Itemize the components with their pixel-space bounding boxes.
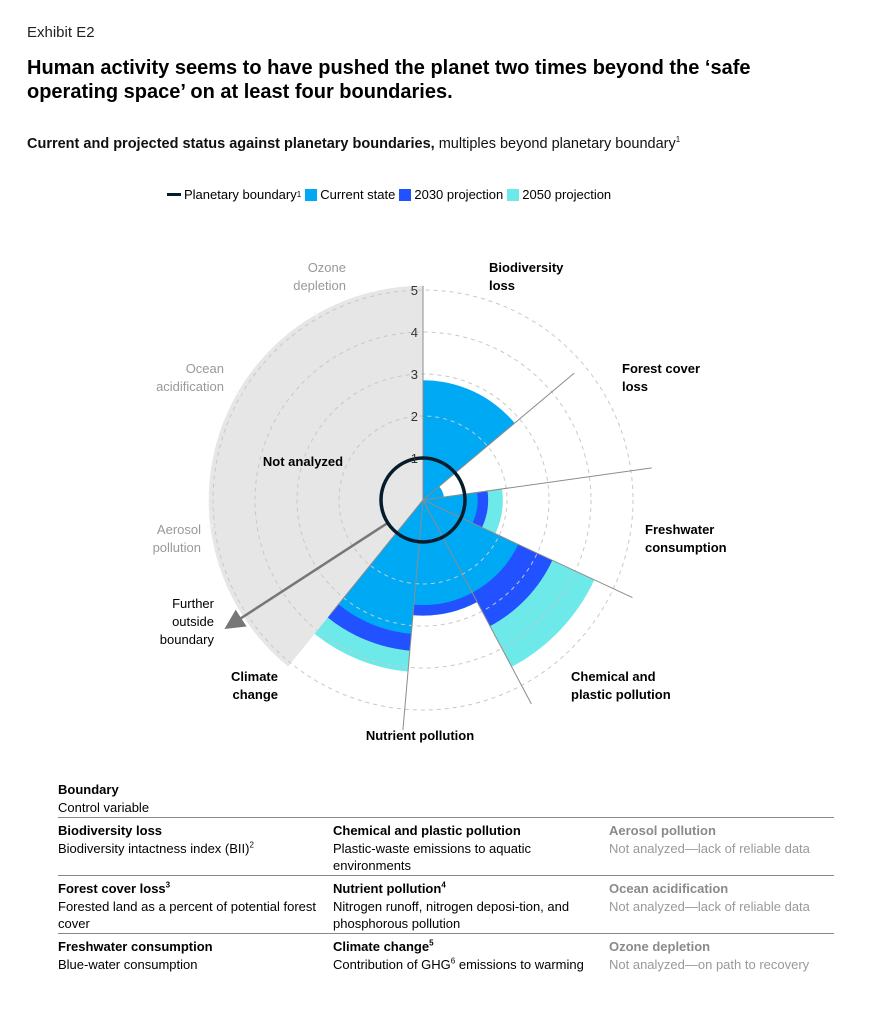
cell-title: Chemical and plastic pollution <box>333 823 521 838</box>
table-header <box>58 781 834 817</box>
label-chemical-plastic-pollution: Chemical and plastic pollution <box>571 669 671 702</box>
table-header-subtitle: Control variable <box>58 799 150 815</box>
label-biodiversity-loss: Biodiversity loss <box>489 260 564 293</box>
legend-label: Current state <box>320 187 396 202</box>
table-row <box>58 933 834 994</box>
tick-label: 3 <box>410 367 418 382</box>
table-cell <box>333 938 609 994</box>
table-cell <box>333 822 609 875</box>
table-cell <box>58 938 333 994</box>
table-cell <box>609 938 834 994</box>
cell-title-text: Forest cover loss <box>58 881 166 896</box>
cell-title: Ocean acidification <box>609 881 729 896</box>
label-nutrient-pollution: Nutrient pollution <box>365 728 475 743</box>
cell-desc: Not analyzed—lack of reliable data <box>609 898 810 914</box>
legend-label: Planetary boundary <box>184 187 297 202</box>
subtitle-bold: Current and projected status against planetary boundaries, <box>27 136 435 152</box>
cell-desc <box>58 840 333 858</box>
cell-title: Ozone depletion <box>609 939 711 954</box>
cell-desc-text: Contribution of GHG <box>333 956 451 972</box>
spoke-line <box>423 468 652 500</box>
cell-desc <box>333 956 609 974</box>
subtitle-footnote: 1 <box>675 135 681 145</box>
cell-title <box>333 938 609 956</box>
table-row <box>58 817 834 875</box>
tick-label: 4 <box>410 325 418 340</box>
legend-label: 2050 projection <box>522 187 612 202</box>
table-cell <box>333 880 609 933</box>
subtitle-rest: multiples beyond planetary boundary <box>434 136 676 152</box>
label-climate-change: Climate change <box>231 669 278 702</box>
table-cell <box>58 880 333 933</box>
table-cell <box>58 822 333 875</box>
cell-title <box>333 880 609 898</box>
cell-footnote: 2 <box>249 840 254 850</box>
label-forest-cover-loss: Forest cover loss <box>622 361 701 394</box>
cell-title <box>58 880 333 898</box>
cell-title-text: Climate change <box>333 939 430 954</box>
cell-title: Freshwater consumption <box>58 939 213 954</box>
table-cell <box>609 880 834 933</box>
cell-desc: Plastic-waste emissions to aquatic environments <box>333 840 531 873</box>
cell-desc: Not analyzed—on path to recovery <box>609 956 810 972</box>
table-cell <box>609 822 834 875</box>
boundary-table <box>58 781 834 994</box>
cell-title: Biodiversity loss <box>58 823 163 838</box>
label-further-outside: Further outside boundary <box>159 596 214 647</box>
cell-desc-text: Biodiversity intactness index (BII) <box>58 840 250 856</box>
cell-title: Aerosol pollution <box>609 823 716 838</box>
cell-desc: Not analyzed—lack of reliable data <box>609 840 810 856</box>
label-not-analyzed: Not analyzed <box>262 454 344 469</box>
label-ocean-acidification: Ocean acidification <box>156 361 224 394</box>
tick-label: 2 <box>410 409 418 424</box>
exhibit-label: Exhibit E2 <box>27 24 95 41</box>
cell-desc: Nitrogen runoff, nitrogen deposi-tion, and phosphorous pollution <box>333 898 570 931</box>
page-title: Human activity seems to have pushed the planet two times beyond the ‘safe operating space’ on at least four boundaries. <box>27 57 751 103</box>
cell-title-text: Nutrient pollution <box>333 881 442 896</box>
cell-footnote: 6 <box>450 956 456 966</box>
tick-label: 1 <box>410 451 418 466</box>
cell-desc: Forested land as a percent of potential forest cover <box>58 898 316 931</box>
tick-label: 5 <box>410 283 418 298</box>
cell-desc-text: emissions to warming <box>455 956 584 972</box>
label-freshwater-consumption: Freshwater consumption <box>645 522 727 555</box>
cell-desc: Blue-water consumption <box>58 956 198 972</box>
label-aerosol-pollution: Aerosol pollution <box>152 522 201 555</box>
cell-footnote: 5 <box>429 938 434 948</box>
cell-footnote: 4 <box>441 880 446 890</box>
table-row <box>58 875 834 933</box>
cell-footnote: 3 <box>165 880 171 890</box>
label-ozone-depletion: Ozone depletion <box>293 260 346 293</box>
table-header-title: Boundary <box>58 782 119 797</box>
bar-current <box>423 380 515 500</box>
legend-label: 2030 projection <box>414 187 504 202</box>
legend-item-boundary: Planetary boundary 1 <box>167 187 301 202</box>
